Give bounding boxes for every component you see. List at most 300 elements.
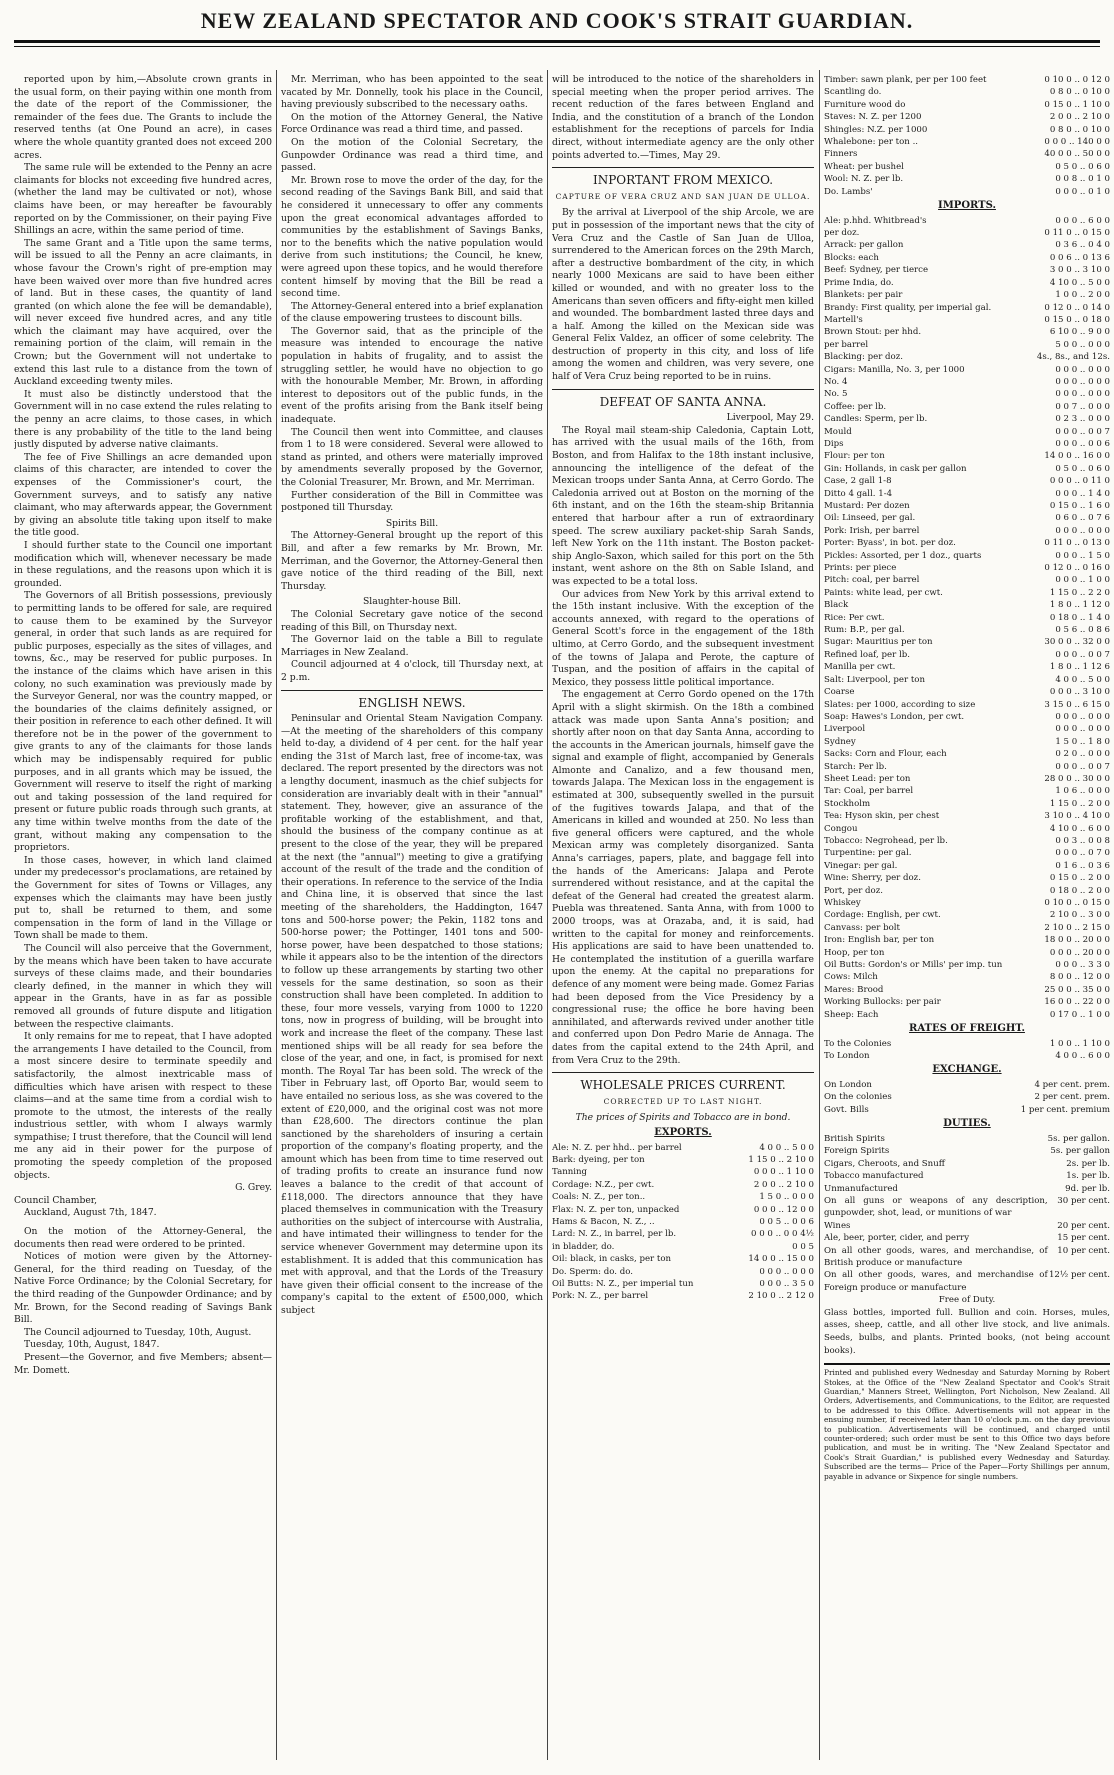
price-value: 4 10 0 .. 6 0 0 (1049, 823, 1110, 834)
price-row (824, 376, 1110, 388)
paragraph: It must also be distinctly understood that the Government will in no case extend the rules relating to the penny an acre claims, to those cases, in which there is any probability of the title to the land being justly disputed by adverse native claimants. (14, 388, 272, 451)
price-row (824, 1133, 1110, 1145)
price-item: Canvass: per bolt (824, 922, 900, 933)
paragraph: Tuesday, 10th, August, 1847. (24, 1339, 160, 1351)
paragraph: The Council then went into Committee, and clauses from 1 to 18 were considered. Several were allowed to stand as printed, and others were materially improved by amendments severally proposed by the Governor, the Colonial Treasurer, Mr. Brown, and Mr. Merriman. (281, 426, 543, 488)
price-item: Sydney (824, 736, 856, 747)
price-value: 0 11 0 .. 0 15 0 (1044, 228, 1110, 239)
price-row (824, 525, 1110, 537)
price-value: 30 0 0 .. 32 0 0 (1044, 637, 1110, 648)
english-news-text (281, 713, 543, 1318)
price-row (824, 748, 1110, 760)
price-item: No. 4 (824, 376, 848, 387)
price-item: Martell's (824, 314, 863, 325)
price-row (824, 351, 1110, 363)
price-row (824, 302, 1110, 314)
price-item: Pickles: Assorted, per 1 doz., quarts (824, 550, 982, 561)
price-row (824, 636, 1110, 648)
price-row (824, 264, 1110, 276)
price-item: Oil Butts: N. Z., per imperial tun (552, 1278, 694, 1289)
price-value: 28 0 0 .. 30 0 0 (1044, 773, 1110, 784)
price-item: Cordage: English, per cwt. (824, 910, 941, 921)
price-row (824, 1009, 1110, 1021)
price-value: 0 2 0 .. 0 0 0 (1055, 749, 1110, 760)
price-item: Coals: N. Z., per ton.. (552, 1192, 646, 1203)
price-item: Coarse (824, 687, 855, 698)
price-value: 0 0 0 .. 0 0 7 (1055, 426, 1110, 437)
price-item: Timber: sawn plank, per per 100 feet (824, 75, 987, 85)
price-value: 2 0 0 .. 2 10 0 (753, 1179, 814, 1190)
duties-table (824, 1133, 1110, 1294)
price-item: Congou (824, 823, 858, 834)
price-item: Tobacco manufactured (824, 1171, 924, 1182)
paragraph: On the motion of the Attorney General, the Native Force Ordinance was read a third time, and passed. (281, 111, 543, 136)
price-item: Hams & Bacon, N. Z., .. (552, 1216, 655, 1227)
price-item: Tanning (552, 1167, 588, 1178)
price-row (824, 612, 1110, 624)
price-row (552, 1241, 814, 1253)
price-item: On all guns or weapons of any description, gunpowder, shot, lead, or munitions of war (824, 1195, 1048, 1219)
price-value: 0 1 6 .. 0 3 6 (1055, 860, 1110, 871)
price-row (824, 996, 1110, 1008)
paragraph: On the motion of the Attorney-General, the documents then read were ordered to be printed. (14, 1226, 272, 1250)
price-row (552, 1266, 814, 1278)
price-item: On London (824, 1080, 872, 1091)
mexico-title: INPORTANT FROM MEXICO. (592, 173, 774, 188)
freight-title: RATES OF FREIGHT. (909, 1023, 1025, 1035)
price-row (824, 500, 1110, 512)
price-row (824, 388, 1110, 400)
price-row (824, 426, 1110, 438)
price-item: Sheep: Each (824, 1009, 879, 1020)
price-row (824, 239, 1110, 251)
price-row (824, 277, 1110, 289)
price-value: 0 0 0 .. 12 0 0 (753, 1204, 814, 1215)
price-item: Iron: English bar, per ton (824, 935, 935, 946)
price-row (824, 186, 1110, 198)
paragraph: The Council adjourned to Tuesday, 10th, August. (24, 1326, 252, 1338)
price-item: per barrel (824, 339, 869, 350)
price-value: 14 0 0 .. 15 0 0 (748, 1254, 814, 1265)
paragraph: Council adjourned at 4 o'clock, till Thursday next, at 2 p.m. (281, 659, 543, 683)
price-value: 15 per cent. (1057, 1233, 1110, 1244)
price-item: Soap: Hawes's London, per cwt. (824, 711, 965, 722)
price-row (824, 1050, 1110, 1062)
price-item: On the colonies (824, 1092, 892, 1103)
price-row (824, 897, 1110, 909)
price-value: 4 per cent. prem. (1034, 1080, 1110, 1091)
price-row (552, 1253, 814, 1265)
price-item: Flour: per ton (824, 451, 885, 462)
price-value: 4 10 0 .. 5 0 0 (1049, 277, 1110, 288)
price-row (552, 1216, 814, 1228)
price-row (824, 215, 1110, 227)
price-value: 0 11 0 .. 0 13 0 (1044, 538, 1110, 549)
price-item: Paints: white lead, per cwt. (824, 587, 943, 598)
divider (552, 167, 814, 168)
price-item: Stockholm (824, 798, 871, 809)
exports-title: EXPORTS. (654, 1126, 712, 1138)
price-row (824, 488, 1110, 500)
price-value: 2 per cent. prem. (1034, 1092, 1110, 1103)
price-item: Furniture wood do (824, 99, 906, 110)
price-row (824, 1145, 1110, 1157)
price-value: 1 0 6 .. 0 0 0 (1055, 786, 1110, 797)
masthead: NEW ZEALAND SPECTATOR AND COOK'S STRAIT GUARDIAN. (200, 8, 914, 33)
price-value: 5s. per gallon. (1047, 1133, 1110, 1144)
price-row (824, 438, 1110, 450)
divider (552, 389, 814, 390)
price-row (824, 1232, 1110, 1244)
price-row (552, 1166, 814, 1178)
spirits-bill-text: The Attorney-General brought up the report of this Bill, and after a few remarks by Mr. Brown, Mr. Merriman, and the Governor, the Attorney-General then gave notice of the third reading of the Bill, next Thursday. (281, 530, 543, 592)
price-row (824, 148, 1110, 160)
price-item: Flax: N. Z. per ton, unpacked (552, 1204, 680, 1215)
price-value: 1 8 0 .. 1 12 0 (1049, 600, 1110, 611)
column-divider (819, 70, 820, 1760)
price-row (824, 463, 1110, 475)
price-row (824, 413, 1110, 425)
price-row (824, 124, 1110, 136)
price-row (824, 661, 1110, 673)
price-item: Beef: Sydney, per tierce (824, 265, 929, 276)
price-value: 2 0 0 .. 2 10 0 (1049, 112, 1110, 123)
price-row (824, 674, 1110, 686)
mexico-text: By the arrival at Liverpool of the ship Arcole, we are put in possession of the important news that the city of Vera Cruz and the Castle of San Juan de Ulloa, surrendered to the American forces on the 29th March, after a destructive bombardment of the city, in which nearly 1000 Mexicans are said to have been either killed or wounded, and with no greater loss to the Americans than seven officers and fifty-eight men killed and wounded. The bombardment lasted three days and a half. Among the killed on the Mexican side was General Felix Valdez, an officer of some celebrity. The destruction of property in this city, and loss of life among the women and children, was very severe, one half of Vera Cruz being reported to be in ruins. (552, 207, 814, 383)
divider (281, 690, 543, 691)
price-value: 10 per cent. (1057, 1245, 1110, 1256)
price-item: Sacks: Corn and Flour, each (824, 749, 947, 760)
price-item: per doz. (824, 228, 860, 239)
paragraph: The Attorney-General entered into a brief explanation of the clause empowering trustees to discount bills. (281, 300, 543, 325)
price-row (824, 512, 1110, 524)
paragraph: The Governors of all British possessions, previously to permitting lands to be offered for sale, are required to cause them to be examined by the Surveyor general, in order that such lands as are required for public purposes, especially as the sites of villages, and towns, &c., may be reserved for public purposes. In the instance of the claims which have arisen in this colony, no such examination was previously made by the Surveyor General, nor was the country mapped, or the boundaries of the claims definitely assigned, or their position in reference to each other defined. It will therefore not be in the power of the government to give grants to any of the claimants for those lands which may be indispensably required for public purposes, and in all grants which may be issued, the Government will reserve to itself the right of marking out and taking possession of the land required for present or future public roads through such grants, at any time within twelve months from the date of the grant, without making any compensation to the proprietors. (14, 590, 272, 854)
price-value: 0 5 6 .. 0 8 6 (1055, 625, 1110, 636)
price-item: Staves: N. Z. per 1200 (824, 112, 922, 123)
paragraph: Mr. Brown rose to move the order of the day, for the second reading of the Savings Bank Bill, and said that he considered it unnecessary to offer any comments upon the great economical advantages afforded to communities by the establishment of Savings Banks, nor to the benefits which the native population would derive from such institutions; the Council, he knew, were agreed upon these topics, and he would therefore content himself by moving that the Bill be read a second time. (281, 174, 543, 300)
price-item: Black (824, 600, 849, 611)
wholesale-title: WHOLESALE PRICES CURRENT. (580, 1078, 786, 1093)
price-item: On all other goods, wares, and merchandise of Foreign produce or manufacture (824, 1270, 1048, 1293)
price-item: Scantling do. (824, 87, 882, 98)
price-item: Oil Butts: Gordon's or Mills' per imp. tun (824, 960, 1003, 971)
price-item: No. 5 (824, 389, 848, 400)
price-value: 6 10 0 .. 9 0 0 (1049, 327, 1110, 338)
price-item: Shingles: N.Z. per 1000 (824, 124, 928, 135)
price-item: Gin: Hollands, in cask per gallon (824, 463, 967, 474)
price-row (824, 1195, 1110, 1220)
price-value: 0 6 0 .. 0 7 6 (1055, 513, 1110, 524)
price-row (824, 1220, 1110, 1232)
price-row (824, 823, 1110, 835)
price-item: Oil: black, in casks, per ton (552, 1254, 672, 1265)
price-row (552, 1142, 814, 1154)
price-row (824, 1269, 1110, 1294)
column-3-lead: will be introduced to the notice of the shareholders in special meeting when the proper period arrives. The recent reduction of the fares between England and India, and the constitution of a branch of the London establishment for the receptions of parcels for India direct, without intermediate agency are the only other points adverted to.—Times, May 29. (552, 74, 814, 161)
price-row (824, 934, 1110, 946)
price-item: Wheat: per bushel (824, 161, 904, 172)
price-value: 0 15 0 .. 2 0 0 (1049, 873, 1110, 884)
price-row (824, 401, 1110, 413)
price-value: 0 5 0 .. 0 6 0 (1055, 161, 1110, 172)
price-row (552, 1290, 814, 1302)
price-value: 4 0 0 .. 6 0 0 (1055, 1051, 1110, 1062)
price-row (824, 574, 1110, 586)
price-row (824, 111, 1110, 123)
price-value: 0 12 0 .. 0 14 0 (1044, 302, 1110, 313)
paragraph: The same rule will be extended to the Penny an acre claimants for blocks not exceeding five hundred acres, (whether the land may be cultivated or not), whose claims have been, or may hereafter be favourably reported on by the Commissioner, on their paying Five Shillings an acre, within the same period of time. (14, 162, 272, 237)
price-item: Prints: per piece (824, 563, 897, 574)
price-value: 1 0 0 .. 2 0 0 (1055, 290, 1110, 301)
price-row (824, 599, 1110, 611)
council-speech (14, 74, 272, 1182)
price-value: 1 15 0 .. 2 10 0 (748, 1154, 814, 1165)
price-value: 0 10 0 .. 0 15 0 (1044, 898, 1110, 908)
masthead-rule-top (14, 40, 1100, 43)
price-value: 0 0 6 .. 0 13 6 (1049, 252, 1110, 263)
price-value: 0 0 0 .. 1 0 0 (1055, 575, 1110, 586)
price-item: Rum: B.P., per gal. (824, 625, 905, 636)
price-value: 0 0 0 .. 0 7 0 (1055, 848, 1110, 859)
price-item: Do. Lambs' (824, 186, 873, 197)
free-of-duty-items: Glass bottles, imported full. Bullion and coin. Horses, mules, asses, sheep, cattle, and all other live stock, and live animals. Seeds, bulbs, and plants. Printed books, (not being account books). (824, 1307, 1110, 1356)
price-item: Pitch: coal, per barrel (824, 575, 920, 586)
price-row (824, 798, 1110, 810)
price-value: 0 0 5 (792, 1241, 814, 1252)
column-4 (824, 74, 1110, 1764)
price-row (824, 1170, 1110, 1182)
price-value: 0 10 0 .. 0 12 0 (1044, 75, 1110, 85)
price-value: 0 0 3 .. 0 0 8 (1055, 835, 1110, 846)
column-divider (547, 70, 548, 1760)
price-row (824, 1038, 1110, 1050)
price-item: Whiskey (824, 898, 861, 908)
paragraph: Notices of motion were given by the Attorney-General, for the third reading on Tuesday, of the Native Force Ordinance; by the Colonial Secretary, for the third reading of the Gunpowder Ordinance; and by Mr. Brown, for the Second reading of Savings Bank Bill. (14, 1251, 272, 1326)
paragraph: It only remains for me to repeat, that I have adopted the arrangements I have detailed to the Council, from a most sincere desire to terminate speedily and satisfactorily, the almost inextricable mass of difficulties which have arisen with respect to these claims—and at the same time from a cordial wish to promote to the utmost, the interests of the really industrious settler, with whom I always warmly sympathise; I trust therefore, that the Council will lend me any aid in their power for the purpose of promoting the speedy completion of the proposed objects. (14, 1031, 272, 1181)
price-value: 0 0 0 .. 0 0 0 (1055, 364, 1110, 375)
price-item: On all other goods, wares, and merchandise, of British produce or manufacture (824, 1245, 1048, 1268)
price-value: 25 0 0 .. 35 0 0 (1044, 984, 1110, 995)
price-value: 2 10 0 .. 3 0 0 (1049, 910, 1110, 921)
price-item: Dips (824, 438, 844, 449)
price-item: Mares: Brood (824, 984, 884, 995)
price-row (824, 161, 1110, 173)
price-row (824, 711, 1110, 723)
paragraph: The engagement at Cerro Gordo opened on the 17th April with a slight skirmish. On the 18th a combined attack was made upon Santa Anna's position; and shortly after noon on that day Santa Anna, according to the accounts in the American journals, himself gave the signal and example of flight, accompanied by Generals Almonte and Canalizo, and a few thousand men, towards Jalapa. The Mexican loss in the engagement is estimated at 300, subsequently swelled in the pursuit of the fugitives towards Jalapa, and that of the Americans in killed and wounded at 250. No less than five general officers were captured, and the whole Mexican army was completely disorganized. Santa Anna's carriages, papers, plate, and baggage fell into the hands of the Americans: Jalapa and Perote surrendered without resistance, and at the capital the defeat of the General had created the greatest alarm. Puebla was threatened. Santa Anna, with from 1000 to 2000 troops, was at Orazaba, and, it is said, had written to the capital for money and reinforcements. His applications are said to have been unattended to. He contemplated the institution of a guerilla warfare upon the enemy. At the capital no preparations for defence of any moment were being made. Gomez Farias had been deposed from the Vice Presidency by a congressional ruse; the office he bore having been annihilated, and afterwards revived under another title and conferred upon Don Pedro Marie de Annaga. The dates from the capital extend to the 24th April, and from Vera Cruz to the 29th. (552, 689, 814, 1066)
price-row (824, 314, 1110, 326)
price-row (824, 1079, 1110, 1091)
price-item: Vinegar: per gal. (824, 860, 898, 871)
price-value: 0 8 0 .. 0 10 0 (1049, 87, 1110, 98)
price-value: 1s. per lb. (1066, 1171, 1110, 1182)
price-row (824, 971, 1110, 983)
price-value: 8 0 0 .. 12 0 0 (1049, 972, 1110, 983)
price-item: Pork: N. Z., per barrel (552, 1291, 649, 1302)
wholesale-subtitle: CORRECTED UP TO LAST NIGHT. (603, 1096, 763, 1106)
price-value: 0 0 0 .. 0 0 7 (1055, 761, 1110, 772)
exports-table (552, 1142, 814, 1303)
price-row (824, 289, 1110, 301)
santa-anna-title: DEFEAT OF SANTA ANNA. (599, 394, 767, 409)
price-row (824, 450, 1110, 462)
price-row (824, 761, 1110, 773)
column-3 (552, 74, 814, 1764)
price-value: 0 0 5 .. 0 0 6 (759, 1216, 814, 1227)
price-value: 0 3 6 .. 0 4 0 (1055, 240, 1110, 251)
slaughter-bill-text (281, 609, 543, 685)
price-value: 16 0 0 .. 22 0 0 (1044, 997, 1110, 1008)
price-item: Wool: N. Z. per lb. (824, 174, 904, 185)
price-item: Oil: Linseed, per gal. (824, 513, 916, 524)
price-row (824, 835, 1110, 847)
council-date: Auckland, August 7th, 1847. (24, 1207, 157, 1219)
price-value: 2 10 0 .. 2 12 0 (748, 1291, 814, 1302)
price-item: Candles: Sperm, per lb. (824, 414, 928, 425)
price-value: 9d. per lb. (1065, 1183, 1110, 1194)
imprint: Printed and published every Wednesday and Saturday Morning by Robert Stokes, at the Office of the "New Zealand Spectator and Cook's Strait Guardian," Manners Street, Wellington, Port Nicholson, New Zealand. All Orders, Advertisements, and Communications, to the Editor, are requested to be addressed to this Office. Advertisements will not appear in the ensuing number, if received later than 10 o'clock p.m. on the day previous to publication. Advertisements will be continued, and charged until counter-ordered; such order must be sent to this Office two days before publication, and must be in writing. The "New Zealand Spectator and Cook's Strait Guardian," is published every Wednesday and Saturday. Subscribed are the terms— Price of the Paper—Forty Shillings per annum, payable in advance or Sixpence for single numbers. (824, 1363, 1110, 1481)
price-item: Slates: per 1000, according to size (824, 699, 976, 710)
price-value: 0 0 0 .. 0 0 6 (1055, 438, 1110, 449)
price-value: 0 0 0 .. 0 0 7 (1055, 649, 1110, 660)
price-item: Port, per doz. (824, 885, 883, 896)
price-item: To London (824, 1051, 870, 1062)
price-value: 1 8 0 .. 1 12 6 (1049, 662, 1110, 673)
price-row (824, 860, 1110, 872)
price-row (552, 1204, 814, 1216)
paragraph: The Governor said, that as the principle of the measure was intended to encourage the native population in habits of frugality, and to assist the struggling settler, he would have no objection to go with the honourable Member, Mr. Brown, in affording interest to depositors out of the public funds, in the event of the profits arising from the Bank itself being inadequate. (281, 325, 543, 426)
mexico-subtitle: CAPTURE OF VERA CRUZ AND SAN JUAN DE ULLOA. (555, 191, 811, 201)
price-item: Ditto 4 gall. 1-4 (824, 488, 893, 499)
price-item: Finners (824, 149, 858, 160)
price-value: 0 0 0 .. 3 3 0 (1055, 960, 1110, 971)
price-item: Cows: Milch (824, 972, 878, 983)
price-value: 0 0 0 .. 0 0 4½ (751, 1229, 814, 1240)
price-value: 0 0 0 .. 0 1 0 (1055, 186, 1110, 197)
price-value: 40 0 0 .. 50 0 0 (1044, 149, 1110, 160)
council-proceedings (14, 1226, 272, 1377)
price-row (824, 686, 1110, 698)
price-row (824, 326, 1110, 338)
price-value: 2s. per lb. (1066, 1158, 1110, 1169)
price-item: Cigars, Cheroots, and Snuff (824, 1158, 945, 1169)
price-item: Liverpool (824, 724, 866, 735)
price-value: 0 0 0 .. 3 5 0 (759, 1278, 814, 1289)
price-item: Lard: N. Z., in barrel, per lb. (552, 1229, 677, 1240)
price-row (824, 1183, 1110, 1195)
price-value: 5s. per gallon (1050, 1146, 1110, 1157)
price-row (824, 947, 1110, 959)
price-row (824, 773, 1110, 785)
price-row (824, 624, 1110, 636)
price-value: 3 10 0 .. 4 10 0 (1044, 811, 1110, 822)
santa-anna-text (552, 425, 814, 1067)
price-row (824, 922, 1110, 934)
paragraph: Present—the Governor, and five Members; absent—Mr. Domett. (14, 1351, 272, 1376)
price-value: 0 2 3 .. 0 0 0 (1055, 414, 1110, 425)
price-item: Case, 2 gall 1-8 (824, 476, 892, 487)
duties-title: DUTIES. (943, 1118, 991, 1130)
paragraph: In those cases, however, in which land claimed under my predecessor's proclamations, are retained by the Government for sites of Towns or Villages, any expenses which the claimants may have been justly put to, shall be returned to them, and some compensation in the form of land in the Village or Town shall be made to them. (14, 854, 272, 942)
price-value: 0 0 0 .. 1 5 0 (1055, 550, 1110, 561)
price-row (824, 1245, 1110, 1270)
price-row (824, 649, 1110, 661)
paragraph: The same Grant and a Title upon the same terms, will be issued to all the Penny an acre claimants, in whose favour the Crown's right of pre-emption may have been waived over more than five hundred acres of land. But in these cases, the quantity of land granted (on which alone the fee will be demandable), will never exceed five hundred acres, and any title which the claimant may have acquired, over the remaining portion of the claim, will remain in the Crown; but the Government will not undertake to extend this last rule to a distance from the town of Auckland exceeding twenty miles. (14, 237, 272, 388)
paragraph: Our advices from New York by this arrival extend to the 15th instant inclusive. With the exception of the accounts annexed, with regard to the operations of General Scott's force in the engagement of the 18th ultimo, at Cerro Gordo, and the subsequent investment of the towns of Jalapa and Perote, the capture of Tuspan, and the position of affairs in the capital of Mexico, they possess little political importance. (552, 588, 814, 688)
price-value: 4 0 0 .. 5 0 0 (759, 1142, 814, 1153)
price-row (824, 699, 1110, 711)
price-item: in bladder, do. (552, 1241, 615, 1252)
price-item: Brown Stout: per hhd. (824, 327, 922, 338)
price-value: 5 0 0 .. 0 0 0 (1055, 339, 1110, 350)
price-value: 4s., 8s., and 12s. (1036, 352, 1110, 363)
price-item: Ale: N. Z. per hhd.. per barrel (552, 1142, 682, 1153)
price-value: 1 5 0 .. 1 8 0 (1055, 736, 1110, 747)
paragraph: I should further state to the Council one important modification which will, whenever necessary be made in these regulations, and the reasons upon which it is grounded. (14, 539, 272, 589)
price-row (552, 1154, 814, 1166)
price-item: Whalebone: per ton .. (824, 137, 919, 148)
santa-anna-dateline: Liverpool, May 29. (726, 412, 814, 424)
paragraph: The Governor laid on the table a Bill to regulate Marriages in New Zealand. (281, 634, 543, 658)
divider (552, 1072, 814, 1073)
price-row (824, 959, 1110, 971)
price-row (824, 736, 1110, 748)
slaughter-bill-title: Slaughter-house Bill. (363, 596, 461, 608)
price-item: Blacking: per doz. (824, 352, 903, 363)
paragraph: The Colonial Secretary gave notice of the second reading of this Bill, on Thursday next. (281, 608, 543, 633)
price-value: 1 15 0 .. 2 2 0 (1049, 587, 1110, 598)
price-item: Wine: Sherry, per doz. (824, 873, 921, 884)
english-news-title: ENGLISH NEWS. (358, 695, 466, 710)
council-place: Council Chamber, (14, 1194, 98, 1206)
paragraph: The Royal mail steam-ship Caledonia, Captain Lott, has arrived with the usual mails of the 16th, from Boston, and from Halifax to the 18th instant inclusive, announcing the intelligence of the defeat of the Mexican troops under Santa Anna, at Cerro Gordo. The Caledonia arrived out at Boston on the morning of the 6th instant, and on the 16th the steam-ship Britannia entered that harbour after a run of extraordinary speed. The screw auxiliary packet-ship Sarah Sands, left New York on the 11th instant. The Boston packet-ship Anglo-Saxon, which sailed for this port on the 5th instant, went ashore on the 8th on Sable Island, and was expected to be a total loss. (552, 424, 814, 587)
price-item: Arrack: per gallon (824, 240, 904, 251)
price-value: 14 0 0 .. 16 0 0 (1044, 451, 1110, 462)
price-value: 0 0 7 .. 0 0 0 (1055, 401, 1110, 412)
paragraph: The Council will also perceive that the Government, by the means which have been taken to have accurate surveys of these claims made, and their boundaries clearly defined, in the manner in which they will appear in the Grants, have in as far as possible removed all grounds of future dispute and litigation between the respective claimants. (14, 942, 272, 1030)
price-row (824, 537, 1110, 549)
price-row (552, 1179, 814, 1191)
price-row (824, 99, 1110, 111)
imports-title: IMPORTS. (938, 200, 996, 212)
price-item: Sugar: Mauritius per ton (824, 637, 933, 648)
price-item: Blankets: per pair (824, 290, 903, 301)
exchange-title: EXCHANGE. (932, 1064, 1002, 1076)
paragraph: Mr. Merriman, who has been appointed to the seat vacated by Mr. Donnelly, took his place in the Council, having previously subscribed to the necessary oaths. (281, 74, 543, 111)
exports-table-continued (824, 74, 1110, 198)
wholesale-note: The prices of Spirits and Tobacco are in bond. (575, 1112, 791, 1124)
price-item: Hoop, per ton (824, 947, 885, 958)
price-row (824, 252, 1110, 264)
price-value: 0 0 0 .. 0 0 0 (1055, 711, 1110, 722)
price-item: Cordage: N.Z., per cwt. (552, 1179, 655, 1190)
price-value: 0 5 0 .. 0 6 0 (1055, 463, 1110, 474)
price-value: 1 0 0 .. 1 10 0 (1049, 1038, 1110, 1049)
paragraph: The fee of Five Shillings an acre demanded upon claims of this character, are intended to cover the expenses of the Commissioner's court, the Government surveys, and to satisfy any native claimant, who may afterwards appear, the Government by giving an absolute title taking upon itself to make the title good. (14, 451, 272, 539)
price-value: 3 0 0 .. 3 10 0 (1049, 265, 1110, 276)
price-value: 0 15 0 .. 0 18 0 (1044, 314, 1110, 325)
price-value: 18 0 0 .. 20 0 0 (1044, 935, 1110, 946)
price-value: 0 12 0 .. 0 16 0 (1044, 563, 1110, 574)
price-item: Prime India, do. (824, 277, 894, 288)
price-item: Refined loaf, per lb. (824, 649, 910, 660)
price-row (824, 173, 1110, 185)
price-row (824, 885, 1110, 897)
price-row (552, 1191, 814, 1203)
price-row (824, 1158, 1110, 1170)
price-item: Wines (824, 1220, 851, 1231)
price-item: Starch: Per lb. (824, 761, 887, 772)
price-row (552, 1278, 814, 1290)
